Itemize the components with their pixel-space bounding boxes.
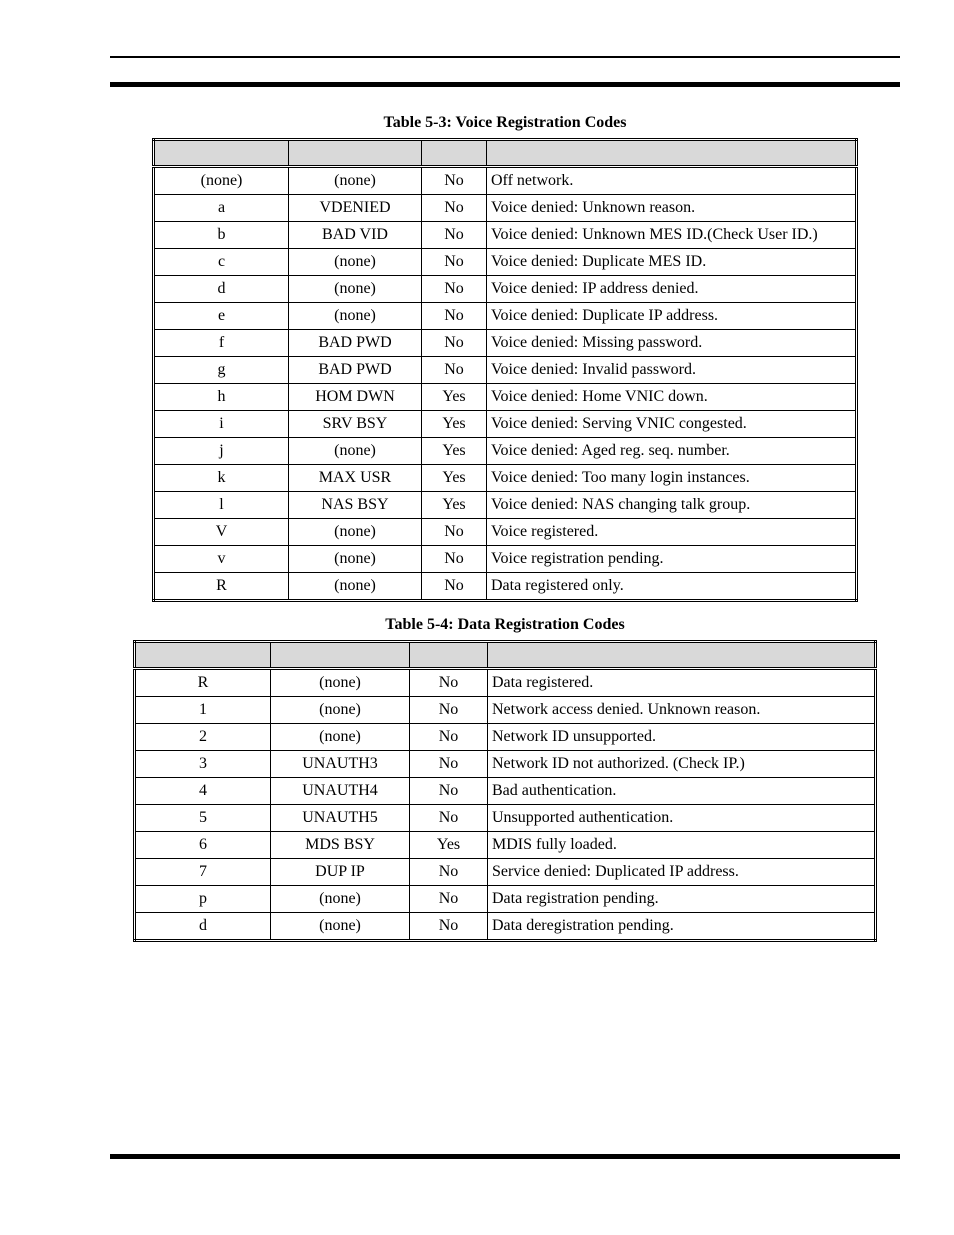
table-row [154,195,857,222]
table-row [154,546,857,573]
cell-display: UNAUTH5 [271,805,410,832]
cell-code: 6 [135,832,271,859]
cell-code: b [154,222,289,249]
table-row [135,669,876,697]
cell-code: e [154,303,289,330]
cell-display: (none) [289,249,422,276]
cell-retry: No [422,222,487,249]
cell-retry: No [422,546,487,573]
cell-code: 2 [135,724,271,751]
table-row [154,465,857,492]
table-row [154,438,857,465]
cell-description: Voice denied: Too many login instances. [487,465,857,492]
cell-retry: No [410,805,488,832]
table-row [135,697,876,724]
cell-description: Voice denied: Duplicate MES ID. [487,249,857,276]
cell-display: (none) [271,697,410,724]
cell-description: Voice registration pending. [487,546,857,573]
table-row [154,167,857,195]
cell-description: Voice denied: Aged reg. seq. number. [487,438,857,465]
cell-code: j [154,438,289,465]
table-row [135,778,876,805]
cell-code: h [154,384,289,411]
cell-retry: No [422,167,487,195]
cell-code: p [135,886,271,913]
cell-code: V [154,519,289,546]
cell-display: (none) [289,519,422,546]
cell-display: HOM DWN [289,384,422,411]
cell-description: Voice denied: Unknown reason. [487,195,857,222]
cell-code: (none) [154,167,289,195]
cell-retry: No [410,886,488,913]
cell-description: Voice denied: NAS changing talk group. [487,492,857,519]
header-rule-thick [110,82,900,87]
cell-retry: Yes [422,492,487,519]
table-row [154,330,857,357]
cell-description: Voice denied: Invalid password. [487,357,857,384]
cell-description: Off network. [487,167,857,195]
cell-retry: No [410,859,488,886]
header-cell-retry [410,642,488,669]
cell-code: k [154,465,289,492]
cell-description: Data deregistration pending. [488,913,876,941]
cell-code: d [135,913,271,941]
cell-retry: No [410,697,488,724]
cell-code: 5 [135,805,271,832]
cell-retry: Yes [422,384,487,411]
cell-retry: No [422,249,487,276]
cell-code: R [154,573,289,601]
cell-retry: Yes [422,438,487,465]
cell-display: (none) [271,669,410,697]
table-row [154,411,857,438]
header-cell-code [154,140,289,167]
cell-retry: No [422,357,487,384]
cell-code: g [154,357,289,384]
cell-code: d [154,276,289,303]
cell-description: Bad authentication. [488,778,876,805]
voice-registration-table [152,138,858,602]
cell-display: DUP IP [271,859,410,886]
table-header-row [135,642,876,669]
header-cell-display [271,642,410,669]
table-row [154,303,857,330]
cell-code: 4 [135,778,271,805]
cell-display: UNAUTH4 [271,778,410,805]
cell-description: Data registered only. [487,573,857,601]
cell-display: SRV BSY [289,411,422,438]
cell-code: c [154,249,289,276]
cell-display: UNAUTH3 [271,751,410,778]
cell-description: Voice denied: Missing password. [487,330,857,357]
cell-display: BAD VID [289,222,422,249]
footer-rule-thick [110,1154,900,1159]
data-registration-table [133,640,877,942]
table-row [135,832,876,859]
table-row [154,573,857,601]
cell-description: Voice registered. [487,519,857,546]
cell-retry: No [422,330,487,357]
cell-display: (none) [289,303,422,330]
header-cell-description [488,642,876,669]
header-rule-thin [110,56,900,58]
cell-retry: No [422,573,487,601]
cell-retry: No [410,751,488,778]
cell-description: Data registered. [488,669,876,697]
cell-code: i [154,411,289,438]
cell-description: Voice denied: IP address denied. [487,276,857,303]
header-cell-code [135,642,271,669]
cell-description: Voice denied: Home VNIC down. [487,384,857,411]
cell-display: BAD PWD [289,330,422,357]
table-row [135,859,876,886]
cell-description: Voice denied: Serving VNIC congested. [487,411,857,438]
cell-display: (none) [289,438,422,465]
cell-code: 1 [135,697,271,724]
cell-code: l [154,492,289,519]
cell-display: (none) [289,546,422,573]
header-cell-retry [422,140,487,167]
cell-retry: No [422,303,487,330]
cell-display: (none) [289,276,422,303]
cell-code: a [154,195,289,222]
cell-description: Unsupported authentication. [488,805,876,832]
cell-retry: No [410,669,488,697]
cell-code: 3 [135,751,271,778]
cell-display: MDS BSY [271,832,410,859]
table-row [154,519,857,546]
cell-display: VDENIED [289,195,422,222]
header-cell-description [487,140,857,167]
table-row [135,724,876,751]
cell-retry: No [410,778,488,805]
cell-display: (none) [289,573,422,601]
cell-description: Network ID not authorized. (Check IP.) [488,751,876,778]
cell-retry: No [410,913,488,941]
cell-description: Network ID unsupported. [488,724,876,751]
cell-code: v [154,546,289,573]
table-row [154,249,857,276]
table-row [135,886,876,913]
cell-code: R [135,669,271,697]
cell-description: Voice denied: Duplicate IP address. [487,303,857,330]
cell-display: (none) [271,913,410,941]
cell-display: BAD PWD [289,357,422,384]
table-row [154,384,857,411]
cell-retry: Yes [422,411,487,438]
cell-retry: No [422,276,487,303]
table-row [154,357,857,384]
table-row [135,913,876,941]
cell-code: f [154,330,289,357]
cell-retry: No [422,195,487,222]
table-row [154,222,857,249]
cell-retry: No [422,519,487,546]
cell-description: Voice denied: Unknown MES ID.(Check User ID.) [487,222,857,249]
cell-description: MDIS fully loaded. [488,832,876,859]
table-row [154,276,857,303]
cell-code: 7 [135,859,271,886]
cell-retry: No [410,724,488,751]
cell-retry: Yes [422,465,487,492]
cell-display: (none) [271,724,410,751]
table-row [135,805,876,832]
cell-description: Data registration pending. [488,886,876,913]
voice-table-caption: Table 5-3: Voice Registration Codes [383,114,627,131]
cell-display: NAS BSY [289,492,422,519]
table-row [154,492,857,519]
cell-display: (none) [271,886,410,913]
cell-retry: Yes [410,832,488,859]
cell-display: MAX USR [289,465,422,492]
table-header-row [154,140,857,167]
cell-display: (none) [289,167,422,195]
cell-description: Network access denied. Unknown reason. [488,697,876,724]
data-table-caption: Table 5-4: Data Registration Codes [385,616,625,633]
table-row [135,751,876,778]
cell-description: Service denied: Duplicated IP address. [488,859,876,886]
header-cell-display [289,140,422,167]
